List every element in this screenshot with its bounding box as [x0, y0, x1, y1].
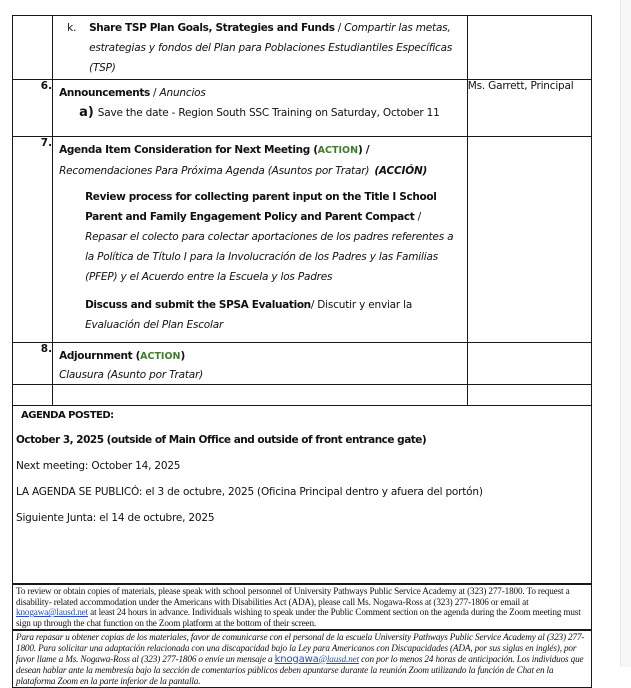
accommodation-notice-english — [12, 584, 592, 630]
paren: ) — [180, 350, 185, 362]
email-link[interactable]: knogawa@lausd.net — [16, 607, 88, 618]
item-number: 8. — [13, 343, 53, 385]
item-spanish: Clausura (Asunto por Tratar) — [59, 369, 204, 381]
notice-text: To review or obtain copies of materials, please speak with school personnel of University Pathways Public Service Academy at (323) 277-1800. To request a disability- related accommodation under the Americans with Disabilities Act (ADA), please call Ms. Nogawa-Ross at (323) 277-1806 or email at — [16, 586, 570, 607]
agenda-row-8 — [13, 343, 592, 385]
item-content-cell — [53, 16, 468, 80]
sub-item-text: Save the date - Region South SSC Training on Saturday, October 11 — [97, 107, 440, 119]
item-number-cell — [13, 16, 53, 80]
sub-item-parent-input — [59, 186, 461, 286]
item-number: 6. — [13, 80, 53, 137]
item-title: Agenda Item Consideration for Next Meeting — [59, 144, 310, 156]
agenda-row-6 — [13, 80, 592, 137]
scrollbar-track[interactable] — [620, 0, 631, 667]
item-number: 7. — [13, 137, 53, 343]
next-meeting: Next meeting: October 14, 2025 — [16, 460, 181, 472]
item-title: Adjournment — [59, 350, 133, 362]
agenda-document — [12, 15, 592, 688]
item-spanish: Anuncios — [159, 87, 206, 99]
agenda-row-k — [13, 16, 592, 80]
notice-text: at least 24 hours in advance. Individuals wishing to speak under the Public Comment section on the agenda during the Zoom meeting must sign up through the chat function on the Zoom platform at the bottom of their screen. — [16, 607, 581, 628]
item-content-cell — [53, 343, 468, 385]
responsible-cell — [467, 343, 591, 385]
separator: / — [310, 299, 318, 311]
sub-item-label: k. — [67, 22, 77, 34]
item-content-cell — [53, 137, 468, 343]
empty-cell — [53, 385, 468, 406]
agenda-row-empty — [13, 385, 592, 406]
accommodation-notice-spanish — [12, 630, 592, 688]
separator: / — [334, 22, 345, 34]
paren: ) / — [358, 144, 370, 156]
agenda-table — [12, 15, 592, 406]
agenda-row-7 — [13, 137, 592, 343]
spanish-action-tag: (ACCIÓN) — [374, 165, 428, 177]
sub-item-spsa — [59, 294, 461, 334]
sub-item-spanish: Repasar el colecto para colectar aportaciones de los padres referentes a la Política de Título I para la Involucración de los Padres y las Familias (PFEP) y el Acuerdo entre la Escuela y los Padres — [85, 231, 454, 283]
item-content-cell — [53, 80, 468, 137]
separator: / — [149, 87, 160, 99]
responsible-cell: Ms. Garrett, Principal — [467, 80, 591, 137]
item-spanish: Recomendaciones Para Próxima Agenda (Asuntos por Tratar) — [59, 165, 370, 177]
empty-cell — [467, 385, 591, 406]
notice-text: con por lo menos 24 horas de anticipación. Los individuos que desean hablar ante la membresía bajo la sección de comentarios públicos deben apuntarse durante la reunión Zoom utilizando la función de Chat en la plataforma Zoom en la parte inferior de la pantalla. — [16, 653, 584, 686]
paren: ( — [309, 144, 318, 156]
next-meeting-spanish: Siguiente Junta: el 14 de octubre, 2025 — [16, 512, 215, 524]
item-title: Share TSP Plan Goals, Strategies and Funds — [89, 22, 335, 34]
responsible-cell — [467, 137, 591, 343]
posted-date: October 3, 2025 (outside of Main Office and outside of front entrance gate) — [16, 434, 427, 446]
responsible-cell — [467, 16, 591, 80]
action-tag: ACTION — [140, 351, 181, 362]
action-tag: ACTION — [317, 145, 359, 156]
sub-item-title: Discuss and submit the SPSA Evaluation — [85, 299, 311, 311]
paren: ( — [132, 350, 141, 362]
email-link-user[interactable]: knogawa — [274, 653, 319, 665]
sub-item-spanish-italic: Evaluación del Plan Escolar — [85, 319, 224, 331]
sub-item-label: a) — [79, 105, 94, 120]
agenda-posted-section — [12, 406, 592, 584]
email-link-domain[interactable]: @lausd.net — [318, 653, 359, 664]
empty-cell — [13, 385, 53, 406]
sub-item-spanish: Discutir y enviar la — [317, 299, 413, 311]
posted-heading: AGENDA POSTED: — [21, 410, 114, 421]
item-title: Announcements — [59, 87, 150, 99]
separator: / — [414, 211, 421, 223]
item-spanish: Compartir las metas, estrategias y fondos del Plan para Poblaciones Estudiantiles Específicas (TSP) — [89, 22, 453, 74]
notice-text: Para repasar u obtener copias de los materiales, favor de comunicarse con el personal de la escuela University Pathways Public Service Academy al (323) 277-1800. Para solicitar una adaptación relacionada con una discapacidad bajo la Ley para Americanos con Discapacidades (ADA, por sus siglas en inglés), por favor llame a Ms. Nogawa-Ross al (323) 277-1806 o envíe un mensaje a — [16, 632, 585, 664]
sub-item-title: Review process for collecting parent input on the Title I School Parent and Family Engagement Policy and Parent Compact — [85, 191, 437, 223]
posted-date-spanish: LA AGENDA SE PUBLICÓ: el 3 de octubre, 2025 (Oficina Principal dentro y afuera del portón) — [16, 486, 483, 498]
